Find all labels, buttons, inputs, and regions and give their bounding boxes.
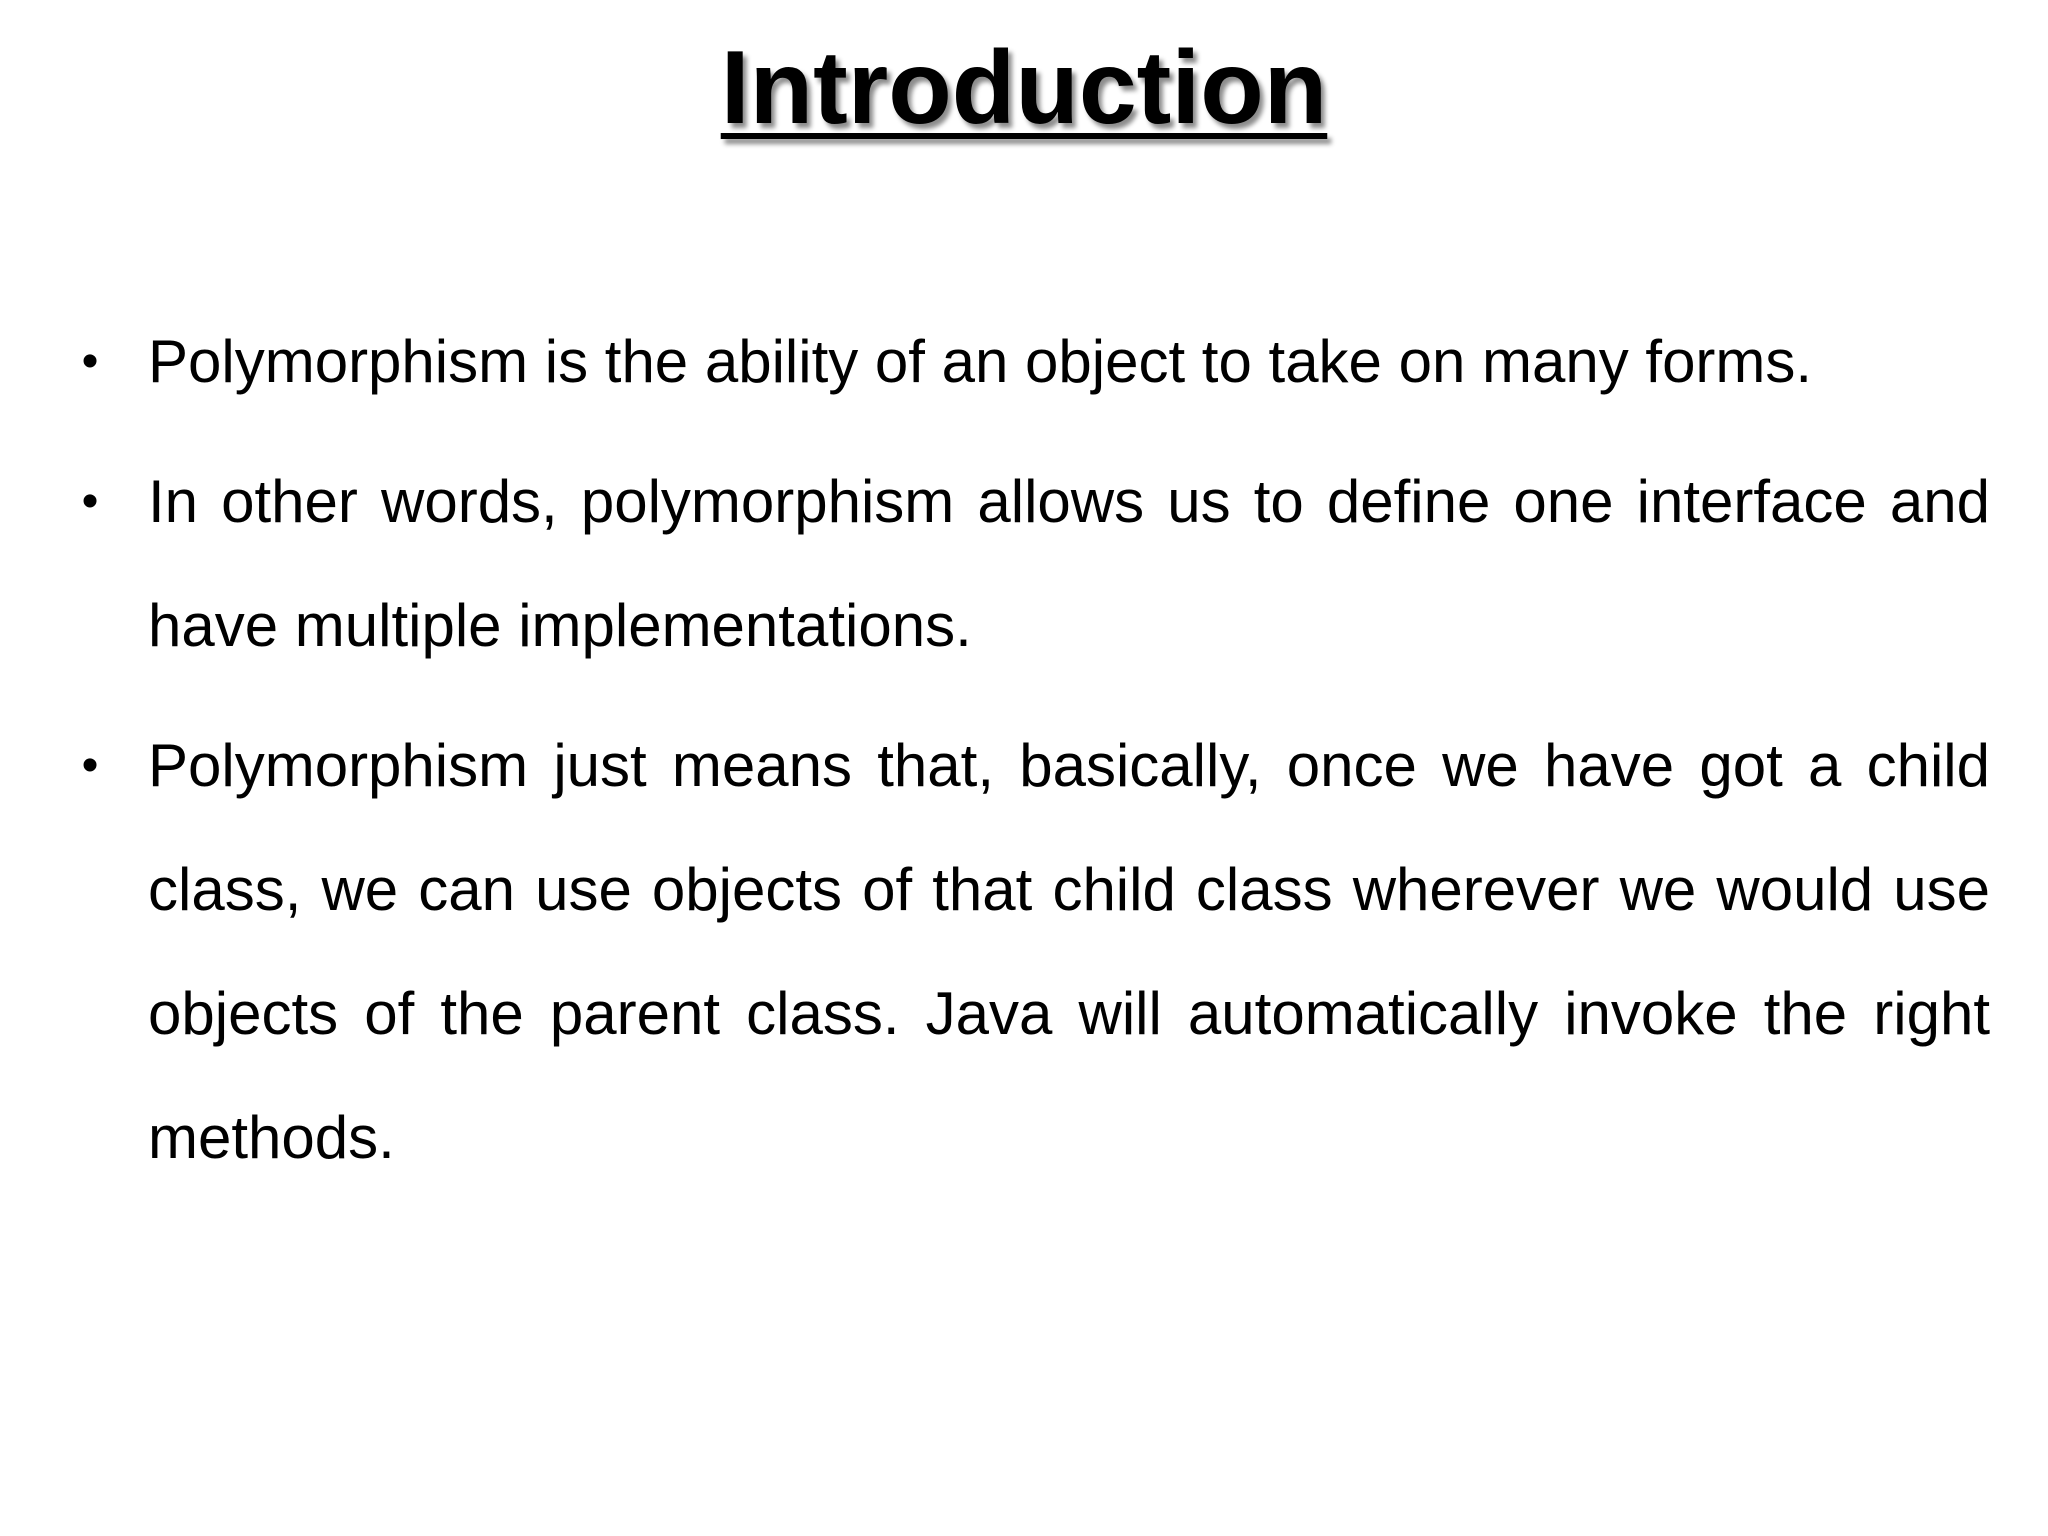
bullet-list xyxy=(70,300,1990,1216)
bullet-text: In other words, polymorphism allows us to define one interface and have multiple implementations. xyxy=(148,468,1990,659)
bullet-dot-icon: • xyxy=(81,475,99,528)
bullet-item xyxy=(70,440,1990,688)
bullet-dot-icon: • xyxy=(81,739,99,792)
bullet-item xyxy=(70,704,1990,1200)
bullet-text: Polymorphism is the ability of an object to take on many forms. xyxy=(148,328,1813,395)
slide-title: Introduction xyxy=(720,30,1328,146)
bullet-item xyxy=(70,300,1990,424)
bullet-dot-icon: • xyxy=(81,335,99,388)
bullet-text: Polymorphism just means that, basically, once we have got a child class, we can use objects of that child class wherever we would use objects of the parent class. Java will automatically invoke the right methods. xyxy=(148,732,1990,1171)
